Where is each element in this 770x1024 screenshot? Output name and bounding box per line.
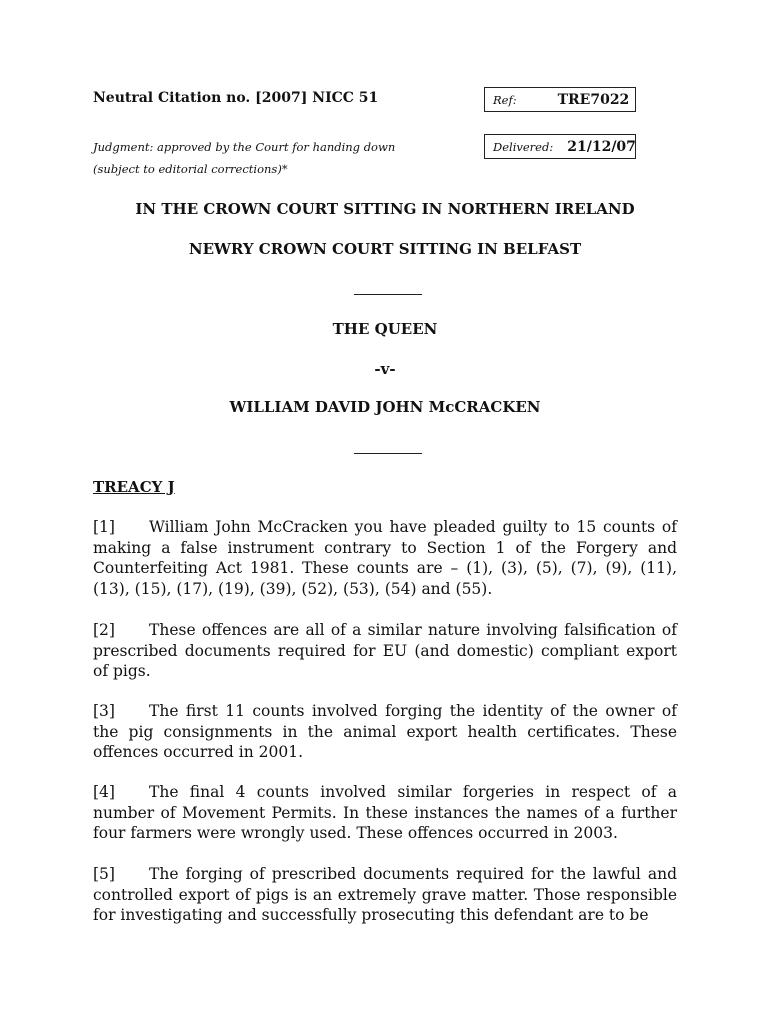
paragraph-text: William John McCracken you have pleaded guilty to 15 counts of making a false instrument contrary to Section 1 of the Forgery and Counterfeiting Act 1981. These counts are – (1), (3), (5), (7), (9), (11), (13), (15), (17), (19), (39), (52), (53), (54) and (55).: [93, 518, 677, 598]
neutral-citation: Neutral Citation no. [2007] NICC 51: [93, 90, 379, 106]
divider-top: [354, 294, 422, 295]
paragraph: [93, 864, 677, 926]
paragraph-number: [1]: [93, 518, 115, 536]
party-defendant: WILLIAM DAVID JOHN McCRACKEN: [229, 398, 541, 416]
delivered-value: 21/12/07: [567, 138, 636, 155]
paragraph-number: [3]: [93, 702, 115, 720]
paragraph: [93, 701, 677, 763]
paragraph-number: [5]: [93, 865, 115, 883]
paragraph-number: [4]: [93, 783, 115, 801]
party-plaintiff: THE QUEEN: [332, 320, 438, 338]
delivered-label: Delivered:: [493, 139, 554, 154]
party-versus: -v-: [374, 360, 396, 378]
ref-box: [484, 87, 636, 112]
ref-value: TRE7022: [557, 91, 630, 108]
paragraph-text: The first 11 counts involved forging the identity of the owner of the pig consignments in the animal export health certificates. These offences occurred in 2001.: [93, 702, 677, 761]
judge-name: TREACY J: [93, 478, 175, 496]
ref-label: Ref:: [493, 92, 517, 107]
paragraph-text: These offences are all of a similar nature involving falsification of prescribed documents required for EU (and domestic) compliant export of pigs.: [93, 621, 677, 680]
court-title: IN THE CROWN COURT SITTING IN NORTHERN IRELAND: [135, 200, 635, 218]
court-subtitle: NEWRY CROWN COURT SITTING IN BELFAST: [188, 240, 582, 258]
paragraph-text: The final 4 counts involved similar forgeries in respect of a number of Movement Permits. In these instances the names of a further four farmers were wrongly used. These offences occurred in 2003.: [93, 783, 677, 842]
paragraph-number: [2]: [93, 621, 115, 639]
divider-bottom: [354, 453, 422, 454]
paragraph: [93, 782, 677, 844]
delivered-box: [484, 134, 636, 159]
paragraph-text: The forging of prescribed documents required for the lawful and controlled export of pigs is an extremely grave matter. Those responsible for investigating and successfully prosecuting this defendant are to be: [93, 865, 677, 924]
paragraph: [93, 517, 677, 599]
paragraph: [93, 620, 677, 682]
judgment-note-line1: Judgment: approved by the Court for handing down: [93, 140, 396, 154]
judgment-note-line2: (subject to editorial corrections)*: [93, 162, 288, 176]
